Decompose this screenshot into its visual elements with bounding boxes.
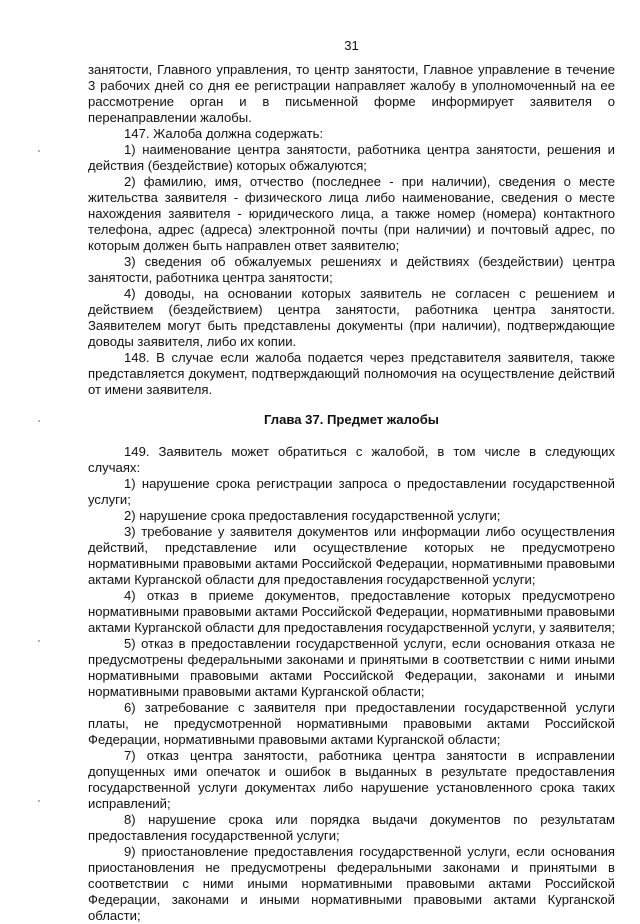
scan-artifact (38, 150, 40, 152)
document-page (88, 38, 615, 924)
paragraph: 5) отказ в предоставлении государственной услуги, если основания отказа не предусмотрены федеральными законами и принятыми в соответствии с ними иными нормативными правовыми актами Российской Федерации, законами и иными нормативными правовыми актами Курганской области; (88, 636, 615, 699)
paragraph: 7) отказ центра занятости, работника центра занятости в исправлении допущенных ими опечаток и ошибок в выданных в результате предоставления государственной услуги документах либо нарушение установленного срока таких исправлений; (88, 748, 615, 811)
paragraph: 4) доводы, на основании которых заявитель не согласен с решением и действием (бездействием) центра занятости, работника центра занятости. Заявителем могут быть представлены документы (при наличии), подтверждающие доводы заявителя, либо их копии. (88, 286, 615, 349)
paragraph: 3) сведения об обжалуемых решениях и действиях (бездействии) центра занятости, работника центра занятости; (88, 254, 615, 285)
paragraph: 8) нарушение срока или порядка выдачи документов по результатам предоставления государственной услуги; (88, 812, 615, 843)
paragraph: 1) наименование центра занятости, работника центра занятости, решения и действия (бездействие) которых обжалуются; (88, 142, 615, 173)
paragraph: 4) отказ в приеме документов, предоставление которых предусмотрено нормативными правовыми актами Российской Федерации, нормативными правовыми актами Курганской области для предоставления государственной услуги, у заявителя; (88, 588, 616, 635)
scan-artifact (38, 640, 40, 642)
chapter-title: Глава 37. Предмет жалобы (264, 412, 439, 427)
paragraph: 148. В случае если жалоба подается через представителя заявителя, также представляется документ, подтверждающий полномочия на осуществление действий от имени заявителя. (88, 350, 615, 397)
paragraphs-before-chapter (88, 62, 615, 398)
paragraph: 6) затребование с заявителя при предоставлении государственной услуги платы, не предусмотренной нормативными правовыми актами Российской Федерации, нормативными правовыми актами Курганской области; (88, 700, 615, 747)
paragraph: 3) требование у заявителя документов или информации либо осуществления действий, представление или осуществление которых не предусмотрено нормативными правовыми актами Российской Федерации, нормативными правовыми актами Курганской области для предоставления государственной услуги; (88, 524, 615, 587)
paragraph: 2) фамилию, имя, отчество (последнее - при наличии), сведения о месте жительства заявителя - физического лица либо наименование, сведения о месте нахождения заявителя - юридического лица, а также номер (номера) контактного телефона, адрес (адреса) электронной почты (при наличии) и почтовый адрес, по которым должен быть направлен ответ заявителю; (88, 174, 615, 253)
page-number: 31 (344, 38, 359, 53)
paragraph: занятости, Главного управления, то центр занятости, Главное управление в течение 3 рабочих дней со дня ее регистрации направляет жалобу в уполномоченный на ее рассмотрение орган и в письменной форме информирует заявителя о перенаправлении жалобы. (88, 62, 615, 125)
scan-artifact (38, 800, 40, 802)
paragraph: 2) нарушение срока предоставления государственной услуги; (124, 508, 501, 523)
paragraph: 1) нарушение срока регистрации запроса о предоставлении государственной услуги; (88, 476, 615, 507)
paragraph: 9) приостановление предоставления государственной услуги, если основания приостановления не предусмотрены федеральными законами и принятыми в соответствии с ними иными нормативными правовыми актами Российской Федерации, законами и иными нормативными правовыми актами Курганской области; (88, 844, 615, 923)
paragraph: 147. Жалоба должна содержать: (124, 126, 324, 141)
paragraphs-after-chapter (88, 444, 615, 924)
scan-artifact (38, 420, 40, 422)
paragraph: 149. Заявитель может обратиться с жалобой, в том числе в следующих случаях: (88, 444, 615, 475)
